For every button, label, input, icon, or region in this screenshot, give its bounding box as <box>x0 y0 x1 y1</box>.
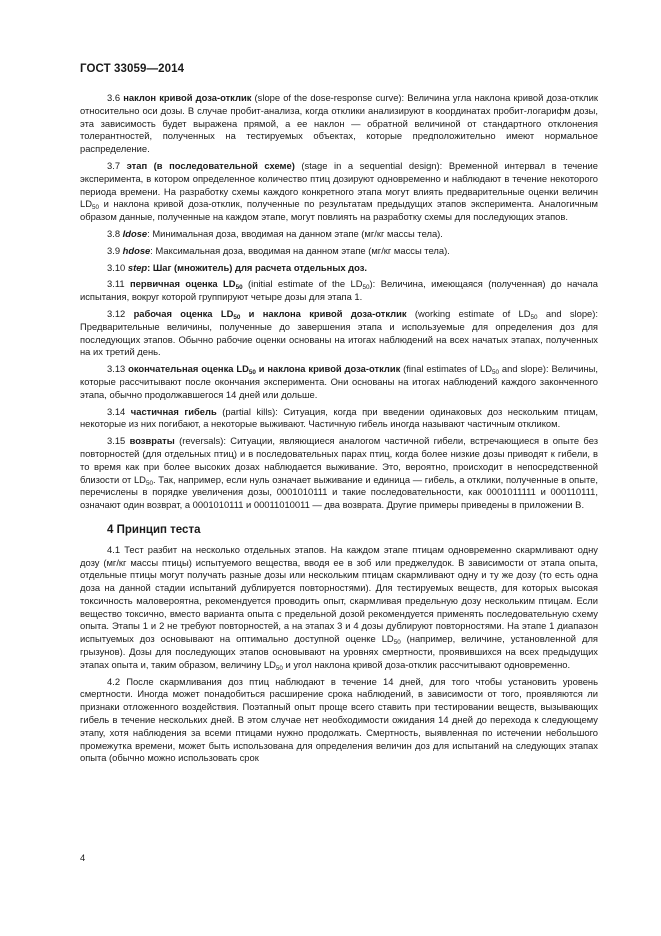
term-rest: Шаг (множитель) для расчета отдельных доз. <box>152 261 367 273</box>
item-number: 3.8 <box>107 227 121 239</box>
item-number: 3.10 <box>107 261 126 273</box>
english-term: (final estimates of LD <box>403 363 493 375</box>
paragraph-text: После скармливания доз птиц наблюдают в течение 14 дней, для того чтобы установить уровень смертности. Иногда может понадобиться расширение срока наблюдений, в зависимости от того, проявляются ли признаки отложенного воздействия. Поэтапный опыт проще всего ставить при тестировании веществ, вызывающих гибель в течение нескольких дней. В этом случае нет необходимости ожидания 14 дней до перехода к следующему этапу, хотя наблюдения за всеми птицами нужно продолжать. Смертность, выявленная по истечении небольшого промежутка времени, может быть использована для определения величин доз для испытаний на следующих этапах опыта (обычно можно использовать срок <box>80 675 598 764</box>
paragraph-text: Тест разбит на несколько отдельных этапов. На каждом этапе птицам одновременно скармливают одну дозу (мг/кг массы птицы) испытуемого вещества, вводя ее в зоб или преджелудок. В зависимости от этапа опыта, отдельные птицы могут получать разные дозы или нескольким птицам скармливают одну и ту же дозу (то есть одна доза на данной стадии испытаний дублируется повторностями). Для тестируемых веществ, для которых высокая токсичность маловероятна, рекомендуется проводить опыт, скармливая предельную дозу нескольким птицам. Если вещество токсично, вместо варианта опыта с предельной дозой рекомендуется применять последовательную схему опыта. Этапы 1 и 2 не требуют повторностей, а на этапах 3 и 4 дозы дублируют повторностями. На этапе 1 диапазон испытуемых доз основывают на оптимально доступной оценке LD <box>80 543 598 645</box>
item-number: 3.13 <box>107 363 126 375</box>
item-3-10: 3.10 step: Шаг (множитель) для расчета отдельных доз. <box>107 261 367 273</box>
item-number: 3.9 <box>107 244 121 256</box>
subscript: 50 <box>492 369 500 377</box>
standard-header: ГОСТ 33059—2014 <box>80 63 185 75</box>
definition-cont: . Так, например, если нуль означает выживание и единица — гибель, а отклики, полученные в опыте, перечислены в порядке увеличения дозы, 0001010111 и такие последовательности, как 0001011111 и 000110111, означают один возврат, а 0001010111 и 00011010011 — два возврата. Другие примеры приведены в приложении В. <box>80 473 599 511</box>
english-term: (initial estimate of the LD <box>248 278 363 290</box>
term: рабочая оценка LD <box>133 307 234 319</box>
term-cont: и наклона кривой доза-отклик <box>240 307 407 319</box>
item-3-8: 3.8 ldose: Минимальная доза, вводимая на данном этапе (мг/кг массы тела). <box>107 227 443 239</box>
definition: Величины, которые рассчитывают после окончания эксперимента. Они основаны на итогах наблюдений каждого законченного этапа, обычно продолжавшегося 14 дней или дольше. <box>80 363 598 400</box>
paragraph-4-1 <box>80 544 598 672</box>
paragraph-text-end: и угол наклона кривой доза-отклик рассчитывают одновременно. <box>282 658 571 670</box>
term: наклон кривой доза-отклик <box>123 92 252 103</box>
english-term: (slope of the dose-response curve): <box>254 92 405 103</box>
term: первичная оценка LD <box>130 278 236 290</box>
item-number: 4.1 <box>107 543 121 555</box>
subscript: 50 <box>91 204 99 212</box>
item-number: 3.11 <box>107 278 125 290</box>
definition-cont: и наклона кривой доза-отклик, полученные по результатам предыдущих этапов эксперимента. Аналогичным образом данные, полученные на каждом этапе, могут повлиять на разработку схемы для последующих этапов. <box>80 198 598 223</box>
subscript: 50 <box>248 369 256 377</box>
english-term: (stage in a sequential design): <box>301 159 443 171</box>
subscript: 50 <box>530 313 538 321</box>
item-number: 3.15 <box>107 435 126 447</box>
item-number: 3.12 <box>107 307 126 319</box>
subscript: 50 <box>275 664 283 672</box>
definition: Величина угла наклона кривой доза-отклик относительно оси дозы. В случае пробит-анализа, когда отклики анализируют в координатах пробит-логарифм дозы, эта зависимость будет выражена прямой, а ее наклон — обратной величиной от стандартного отклонения толерантностей, полученных на тестируемых объектах, которые предположительно имеют нормальное распределение. <box>80 92 598 155</box>
english-term: (working estimate of LD <box>414 307 531 319</box>
term: возвраты <box>129 435 175 447</box>
term: ldose <box>122 227 148 239</box>
definition: Максимальная доза, вводимая на данном этапе (мг/кг массы тела). <box>155 244 450 256</box>
subscript: 50 <box>393 639 401 647</box>
paragraph-4-2 <box>80 676 598 766</box>
item-3-13 <box>80 363 598 401</box>
subscript: 50 <box>362 284 370 292</box>
term: step <box>127 261 148 273</box>
item-3-12 <box>80 308 598 359</box>
subscript: 50 <box>233 313 241 321</box>
definition: Предварительные величины, полученные до завершения этапа и используемые для определения доз для последующих этапов. Обычно рабочие оценки основаны на итогах наблюдений на всех начатых этапах, полученных на их третий день. <box>80 320 598 358</box>
item-3-7 <box>80 160 598 224</box>
term: частичная гибель <box>130 405 217 417</box>
term: окончательная оценка LD <box>128 363 249 375</box>
english-term-end: and slope): <box>537 307 598 319</box>
page-number: 4 <box>80 852 86 863</box>
item-3-14 <box>80 406 598 432</box>
definition: Величина, имеющаяся (полученная) до начала испытания, вокруг которой группируют четыре дозы для этапа 1. <box>80 278 598 303</box>
document-body <box>80 92 598 769</box>
english-term: (reversals): <box>179 435 226 447</box>
english-term-end: ): <box>369 278 376 290</box>
section-4-title: 4 Принцип теста <box>107 523 201 536</box>
item-3-11 <box>80 278 598 304</box>
item-3-9: 3.9 hdose: Максимальная доза, вводимая на данном этапе (мг/кг массы тела). <box>107 244 450 256</box>
definition: Ситуации, являющиеся аналогом частичной гибели, встречающиеся в опыте без повторностей (для отдельных птиц) и в последовательных парах птиц, когда более низкие дозы приводят к гибели, в то время как при более высоких дозах наблюдается выживание. Это, вероятно, происходит в непосредственной близости от LD <box>80 435 598 485</box>
subscript: 50 <box>145 479 153 487</box>
item-3-15 <box>80 435 598 512</box>
term-cont: и наклона кривой доза-отклик <box>255 363 401 375</box>
english-term-end: and slope): <box>499 363 549 375</box>
paragraph-text-cont: (например, величине, установленной для грызунов). Дозы для последующих этапов основывают на уровнях смертности, проявившихся на всех предыдущих этапах опыта и, таким образом, величину LD <box>80 633 598 670</box>
item-number: 3.6 <box>107 92 121 103</box>
item-3-6 <box>80 92 598 156</box>
subscript: 50 <box>235 284 243 292</box>
definition: Временной интервал в течение эксперимента, в котором определенное количество птиц дозируют одновременно и наблюдают в течение некоторого периода времени. На разработку схемы каждого конкретного этапа могут влиять предварительные оценки величин LD <box>80 159 598 210</box>
item-number: 3.14 <box>107 405 126 417</box>
term: этап (в последовательной схеме) <box>126 159 295 171</box>
english-term: (partial kills): <box>222 405 278 417</box>
term: hdose <box>122 244 151 256</box>
definition: Минимальная доза, вводимая на данном этапе (мг/кг массы тела). <box>152 227 443 239</box>
item-number: 4.2 <box>107 675 121 687</box>
definition: Ситуация, когда при введении одинаковых доз нескольким птицам, некоторые из них погибают, а некоторые выживают. Частичную гибель иногда называют частичным откликом. <box>80 405 598 430</box>
item-number: 3.7 <box>107 159 121 171</box>
